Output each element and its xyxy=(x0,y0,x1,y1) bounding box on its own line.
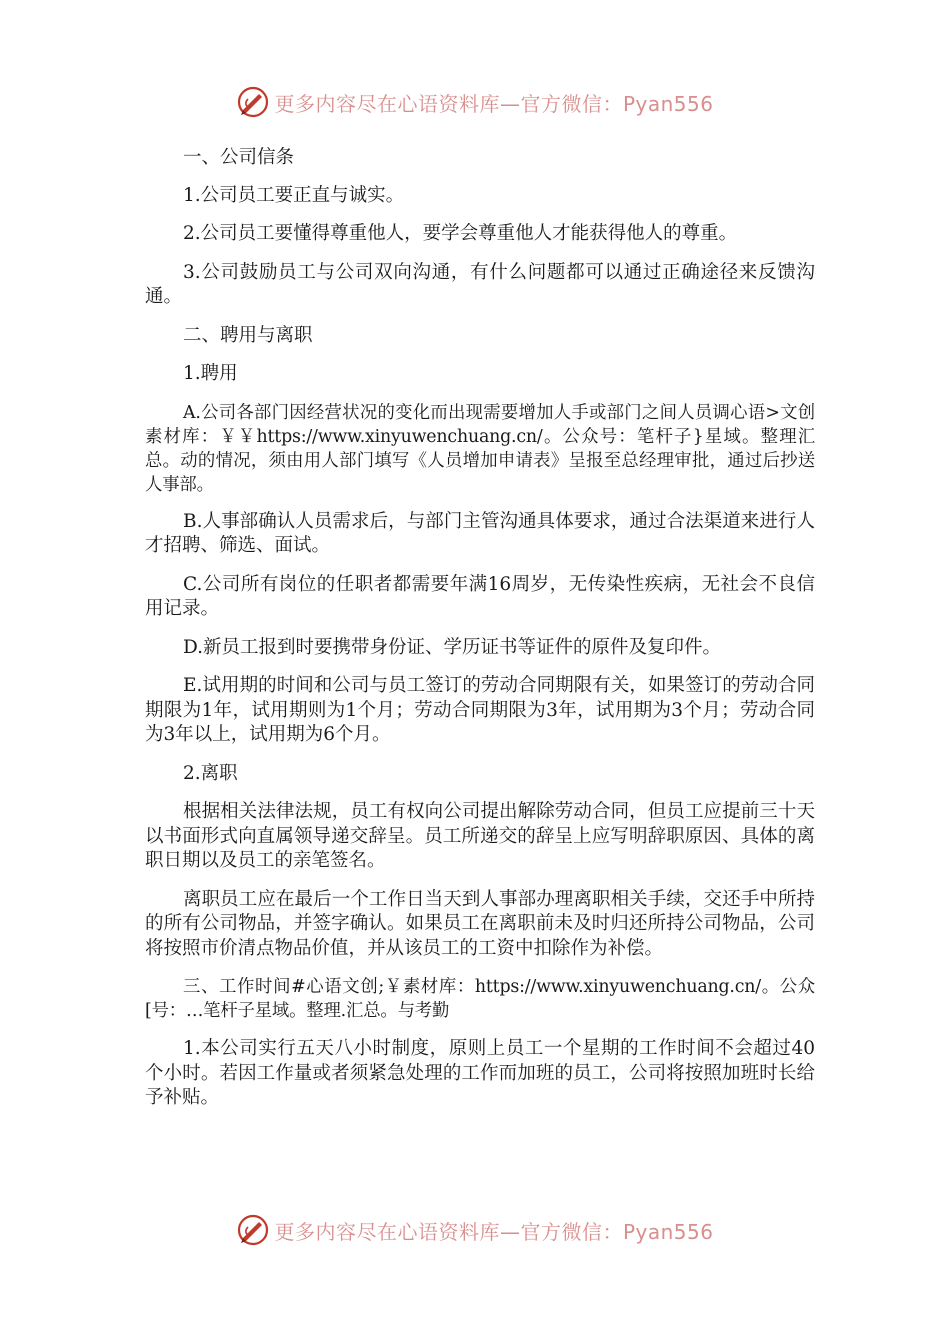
paragraph: 根据相关法律法规，员工有权向公司提出解除劳动合同，但员工应提前三十天以书面形式向直属领导递交辞呈。员工所递交的辞呈上应写明辞职原因、具体的离职日期以及员工的亲笔签名。 xyxy=(145,801,815,871)
pen-logo-icon xyxy=(236,85,270,119)
paragraph: 2.公司员工要懂得尊重他人，要学会尊重他人才能获得他人的尊重。 xyxy=(183,223,738,244)
document-body xyxy=(145,142,815,1111)
banner-text: 更多内容尽在心语资料库—官方微信：Pyan556 xyxy=(274,91,714,116)
paragraph: A.公司各部门因经营状况的变化而出现需要增加人手或部门之间人员调心语>文创素材库：￥￥https://www.xinyuwenchuang.cn/。公众号：笔杆子}星域。整理汇总。动的情况，须由用人部门填写《人员增加申请表》呈报至总经理审批，通过后抄送人事部。 xyxy=(145,402,815,495)
paragraph: C.公司所有岗位的任职者都需要年满16周岁，无传染性疾病，无社会不良信用记录。 xyxy=(145,573,815,619)
paragraph: D.新员工报到时要携带身份证、学历证书等证件的原件及复印件。 xyxy=(183,636,722,658)
section-heading: 一、公司信条 xyxy=(183,147,295,168)
subsection-heading: 1.聘用 xyxy=(183,363,238,384)
paragraph: E.试用期的时间和公司与员工签订的劳动合同期限有关，如果签订的劳动合同期限为1年，试用期则为1个月；劳动合同期限为3年，试用期为3个月；劳动合同为3年以上，试用期为6个月。 xyxy=(145,675,815,745)
footer-banner xyxy=(0,1210,950,1250)
paragraph: 离职员工应在最后一个工作日当天到人事部办理离职相关手续，交还手中所持的所有公司物品，并签字确认。如果员工在离职前未及时归还所持公司物品，公司将按照市价清点物品价值，并从该员工的工资中扣除作为补偿。 xyxy=(145,888,815,959)
pen-logo-icon xyxy=(236,1213,270,1247)
section-heading: 三、工作时间#心语文创;￥素材库：https://www.xinyuwenchuang.cn/。公众[号：…笔杆子星域。整理.汇总。与考勤 xyxy=(145,977,815,1021)
paragraph: B.人事部确认人员需求后，与部门主管沟通具体要求，通过合法渠道来进行人才招聘、筛选、面试。 xyxy=(145,510,815,556)
paragraph: 3.公司鼓励员工与公司双向沟通，有什么问题都可以通过正确途径来反馈沟通。 xyxy=(145,261,815,307)
paragraph: 1.公司员工要正直与诚实。 xyxy=(183,184,405,206)
header-banner xyxy=(0,82,950,122)
subsection-heading: 2.离职 xyxy=(183,762,238,784)
banner-text: 更多内容尽在心语资料库—官方微信：Pyan556 xyxy=(274,1219,714,1244)
paragraph: 1.本公司实行五天八小时制度，原则上员工一个星期的工作时间不会超过40个小时。若因工作量或者须紧急处理的工作而加班的员工，公司将按照加班时长给予补贴。 xyxy=(145,1038,815,1108)
section-heading: 二、聘用与离职 xyxy=(183,324,313,346)
